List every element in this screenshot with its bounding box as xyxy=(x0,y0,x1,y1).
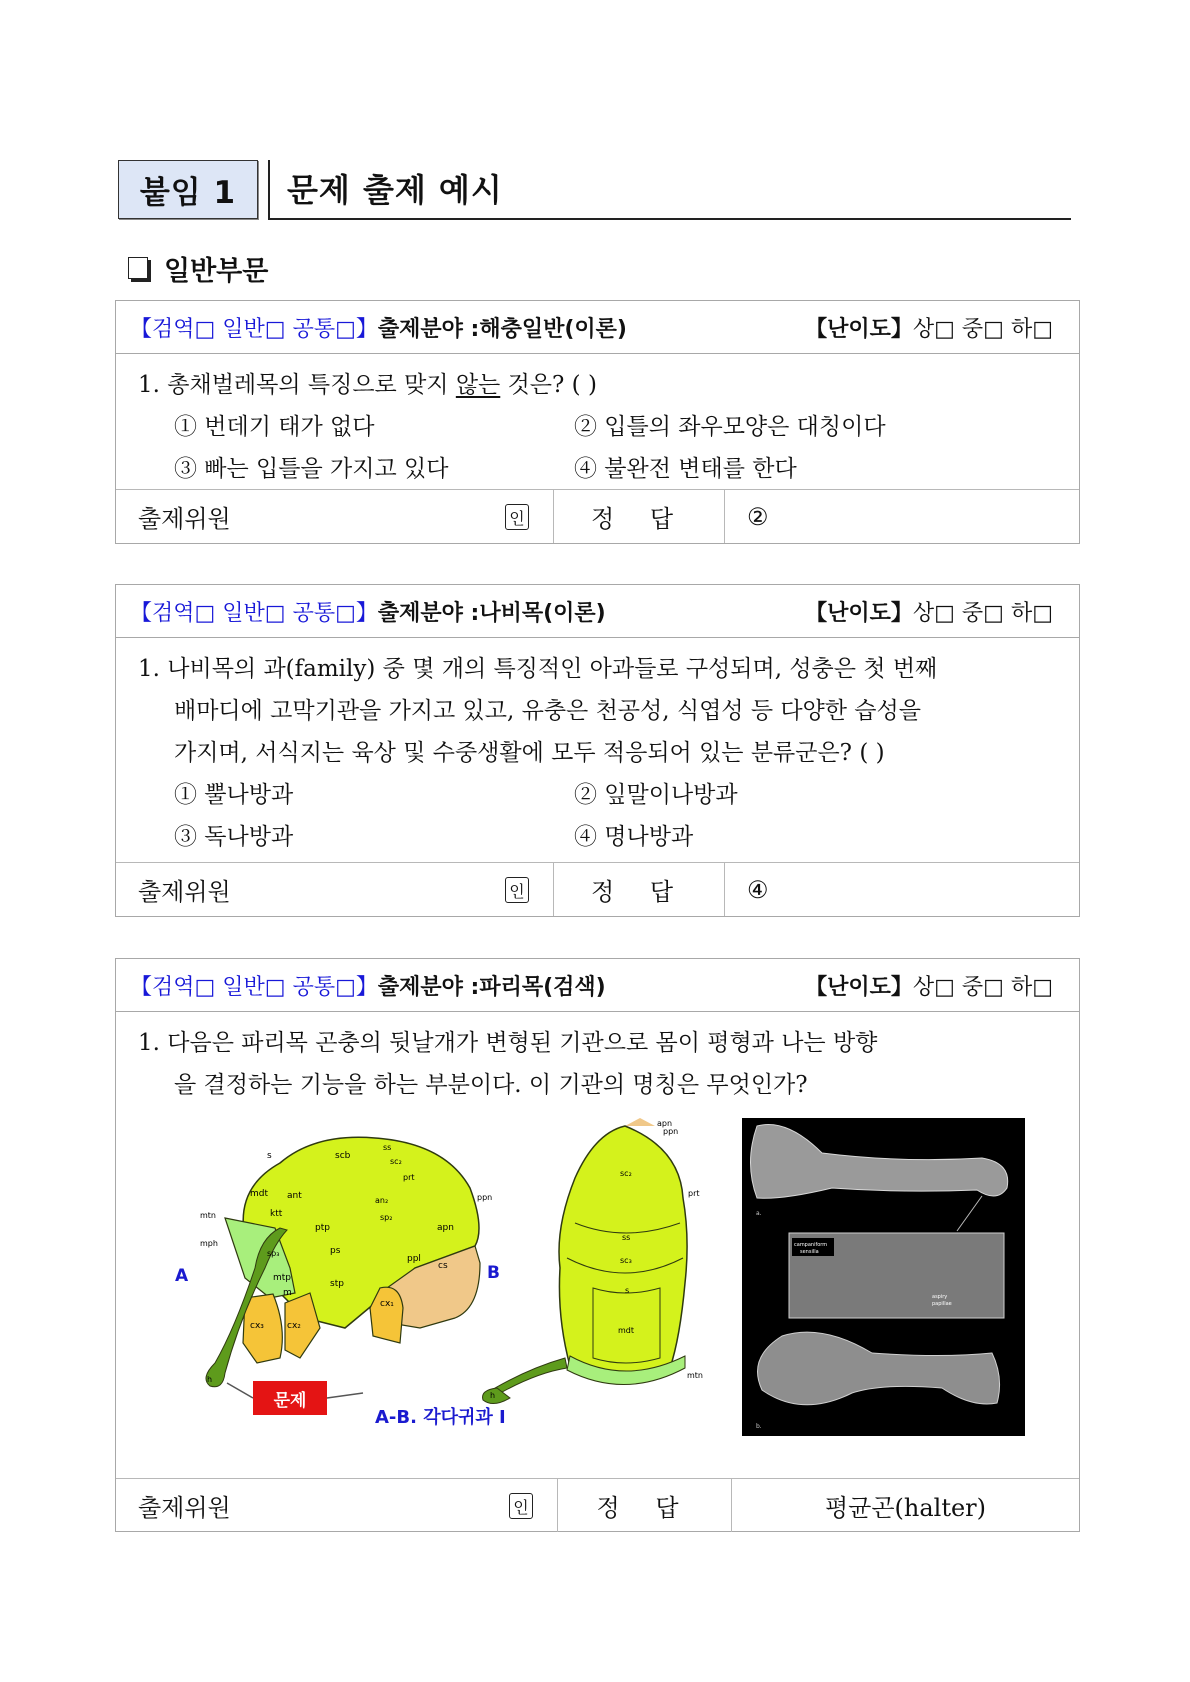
question-badge: 문제 xyxy=(253,1381,327,1415)
answer-label: 정 답 xyxy=(554,490,725,543)
author-cell xyxy=(116,490,554,543)
option-4: ④ 불완전 변태를 한다 xyxy=(574,456,797,482)
question-header xyxy=(116,585,1079,638)
svg-text:sc₂: sc₂ xyxy=(620,1169,632,1178)
halter-sem-micrograph xyxy=(742,1118,1025,1436)
svg-text:a.: a. xyxy=(756,1210,762,1217)
difficulty xyxy=(805,970,1053,1001)
svg-text:cx₂: cx₂ xyxy=(287,1321,301,1331)
svg-text:b.: b. xyxy=(756,1423,762,1430)
options-row xyxy=(138,406,1065,448)
svg-text:mdt: mdt xyxy=(618,1326,635,1335)
svg-text:prt: prt xyxy=(688,1189,700,1198)
difficulty-checkboxes[interactable]: 상□ 중□ 하□ xyxy=(912,974,1053,1000)
stem-line: 나비목의 과(family) 중 몇 개의 특징적인 아과들로 구성되며, 성충은 첫 번째 xyxy=(167,656,938,682)
svg-text:apn: apn xyxy=(657,1119,673,1128)
svg-text:mdt: mdt xyxy=(250,1189,269,1199)
question-footer xyxy=(116,1478,1079,1532)
svg-text:ss: ss xyxy=(622,1233,631,1242)
question-body xyxy=(116,638,1079,862)
page-title: 문제 출제 예시 xyxy=(287,171,503,209)
author-cell xyxy=(116,863,554,916)
svg-text:A: A xyxy=(175,1266,189,1286)
svg-text:cs: cs xyxy=(438,1261,448,1271)
svg-text:sp₂: sp₂ xyxy=(380,1213,393,1222)
difficulty xyxy=(805,312,1053,343)
difficulty xyxy=(805,596,1053,627)
option-3: ③ 독나방과 xyxy=(174,824,294,850)
option-3: ③ 빠는 입틀을 가지고 있다 xyxy=(174,456,449,482)
answer-value: 평균곤(halter) xyxy=(824,1494,987,1522)
field-value: 나비목(이론) xyxy=(479,600,606,626)
thorax-dorsal-diagram xyxy=(475,1118,705,1418)
answer-value: ④ xyxy=(747,875,769,904)
question-header xyxy=(116,301,1079,354)
svg-text:ppn: ppn xyxy=(477,1193,493,1202)
svg-text:B: B xyxy=(487,1263,500,1283)
category-checkboxes[interactable]: 【검역□ 일반□ 공통□】 xyxy=(130,974,378,1000)
difficulty-checkboxes[interactable]: 상□ 중□ 하□ xyxy=(912,316,1053,342)
question-table-1 xyxy=(115,300,1080,544)
stem-text: 총채벌레목의 특징으로 맞지 xyxy=(167,372,456,398)
question-number: 1. xyxy=(138,372,160,398)
section-heading xyxy=(128,248,268,288)
option-2: ② 잎말이나방과 xyxy=(574,782,738,808)
checkbox-bullet-icon xyxy=(128,257,148,279)
svg-text:mtn: mtn xyxy=(200,1211,216,1220)
question-number: 1. xyxy=(138,1030,160,1056)
svg-text:s: s xyxy=(267,1151,272,1161)
question-footer xyxy=(116,862,1079,916)
stem-emphasis: 않는 xyxy=(455,372,501,398)
svg-text:h: h xyxy=(207,1375,213,1384)
field-label: 출제분야 : xyxy=(377,600,480,626)
answer-label: 정 답 xyxy=(558,1479,732,1532)
attachment-tag-label: 붙임 1 xyxy=(139,175,237,211)
author-cell xyxy=(116,1479,558,1532)
author-label: 출제위원 xyxy=(138,1494,231,1522)
question-body xyxy=(116,354,1079,489)
stem-text: 것은? ( ) xyxy=(500,372,597,398)
halter-figure xyxy=(175,1118,1025,1438)
svg-text:ant: ant xyxy=(287,1191,302,1201)
svg-text:ppl: ppl xyxy=(407,1254,421,1264)
svg-text:apn: apn xyxy=(437,1223,454,1233)
answer-label: 정 답 xyxy=(554,863,725,916)
thorax-lateral-diagram xyxy=(175,1118,505,1418)
options-row xyxy=(138,816,1065,858)
seal-icon: 인 xyxy=(509,1493,533,1519)
svg-text:papillae: papillae xyxy=(932,1301,952,1307)
svg-text:an₂: an₂ xyxy=(375,1196,389,1205)
question-stem xyxy=(138,1022,1065,1064)
svg-text:mph: mph xyxy=(200,1239,218,1248)
figure-caption: A-B. 각다귀과 I xyxy=(375,1407,506,1428)
svg-text:ppn: ppn xyxy=(663,1127,679,1136)
svg-text:mtn: mtn xyxy=(687,1371,703,1380)
section-title: 일반부문 xyxy=(164,255,269,287)
title-divider xyxy=(268,160,270,220)
svg-text:sc₂: sc₂ xyxy=(390,1157,402,1166)
stem-line: 을 결정하는 기능을 하는 부분이다. 이 기관의 명칭은 무엇인가? xyxy=(174,1072,808,1098)
option-2: ② 입틀의 좌우모양은 대칭이다 xyxy=(574,414,886,440)
svg-text:m: m xyxy=(283,1288,292,1298)
question-stem xyxy=(138,648,1065,690)
field-label: 출제분야 : xyxy=(377,316,480,342)
author-label: 출제위원 xyxy=(138,505,231,533)
options-row xyxy=(138,448,1065,490)
svg-text:ptp: ptp xyxy=(315,1223,330,1233)
option-4: ④ 명나방과 xyxy=(574,824,694,850)
svg-text:campaniform: campaniform xyxy=(794,1242,828,1248)
question-header xyxy=(116,959,1079,1012)
difficulty-checkboxes[interactable]: 상□ 중□ 하□ xyxy=(912,600,1053,626)
title-rule xyxy=(268,218,1071,220)
stem-line: 다음은 파리목 곤충의 뒷날개가 변형된 기관으로 몸이 평형과 나는 방향 xyxy=(167,1030,878,1056)
difficulty-label: 【난이도】 xyxy=(805,600,913,626)
seal-icon: 인 xyxy=(505,877,529,903)
stem-line: 배마디에 고막기관을 가지고 있고, 유충은 천공성, 식엽성 등 다양한 습성을 xyxy=(174,698,921,724)
options-row xyxy=(138,774,1065,816)
svg-text:sc₃: sc₃ xyxy=(620,1256,632,1265)
option-1: ① 뿔나방과 xyxy=(174,782,294,808)
category-checkboxes[interactable]: 【검역□ 일반□ 공통□】 xyxy=(130,600,378,626)
svg-text:cx₃: cx₃ xyxy=(250,1321,264,1331)
svg-text:ss: ss xyxy=(383,1143,392,1152)
field-label: 출제분야 : xyxy=(377,974,480,1000)
seal-icon: 인 xyxy=(505,504,529,530)
svg-text:stp: stp xyxy=(330,1279,344,1289)
question-stem xyxy=(138,364,1065,406)
svg-text:ktt: ktt xyxy=(270,1209,283,1219)
svg-text:mtp: mtp xyxy=(273,1273,292,1283)
field-value: 해충일반(이론) xyxy=(479,316,627,342)
svg-text:s: s xyxy=(625,1286,630,1295)
svg-text:sp₃: sp₃ xyxy=(267,1249,280,1258)
category-checkboxes[interactable]: 【검역□ 일반□ 공통□】 xyxy=(130,316,378,342)
svg-text:h: h xyxy=(490,1391,496,1400)
attachment-tag xyxy=(118,160,258,219)
question-table-2 xyxy=(115,584,1080,917)
field-value: 파리목(검색) xyxy=(479,974,606,1000)
stem-line: 가지며, 서식지는 육상 및 수중생활에 모두 적응되어 있는 분류군은? ( ) xyxy=(174,740,885,766)
svg-text:cx₁: cx₁ xyxy=(380,1299,394,1309)
svg-text:ps: ps xyxy=(330,1246,341,1256)
svg-text:sensilla: sensilla xyxy=(800,1249,819,1255)
option-1: ① 번데기 태가 없다 xyxy=(174,414,375,440)
author-label: 출제위원 xyxy=(138,878,231,906)
question-footer xyxy=(116,489,1079,543)
question-number: 1. xyxy=(138,656,160,682)
svg-text:aspiry: aspiry xyxy=(932,1294,948,1300)
difficulty-label: 【난이도】 xyxy=(805,316,913,342)
svg-text:prt: prt xyxy=(403,1173,415,1182)
svg-text:scb: scb xyxy=(335,1151,351,1161)
answer-value: ② xyxy=(747,502,769,531)
difficulty-label: 【난이도】 xyxy=(805,974,913,1000)
